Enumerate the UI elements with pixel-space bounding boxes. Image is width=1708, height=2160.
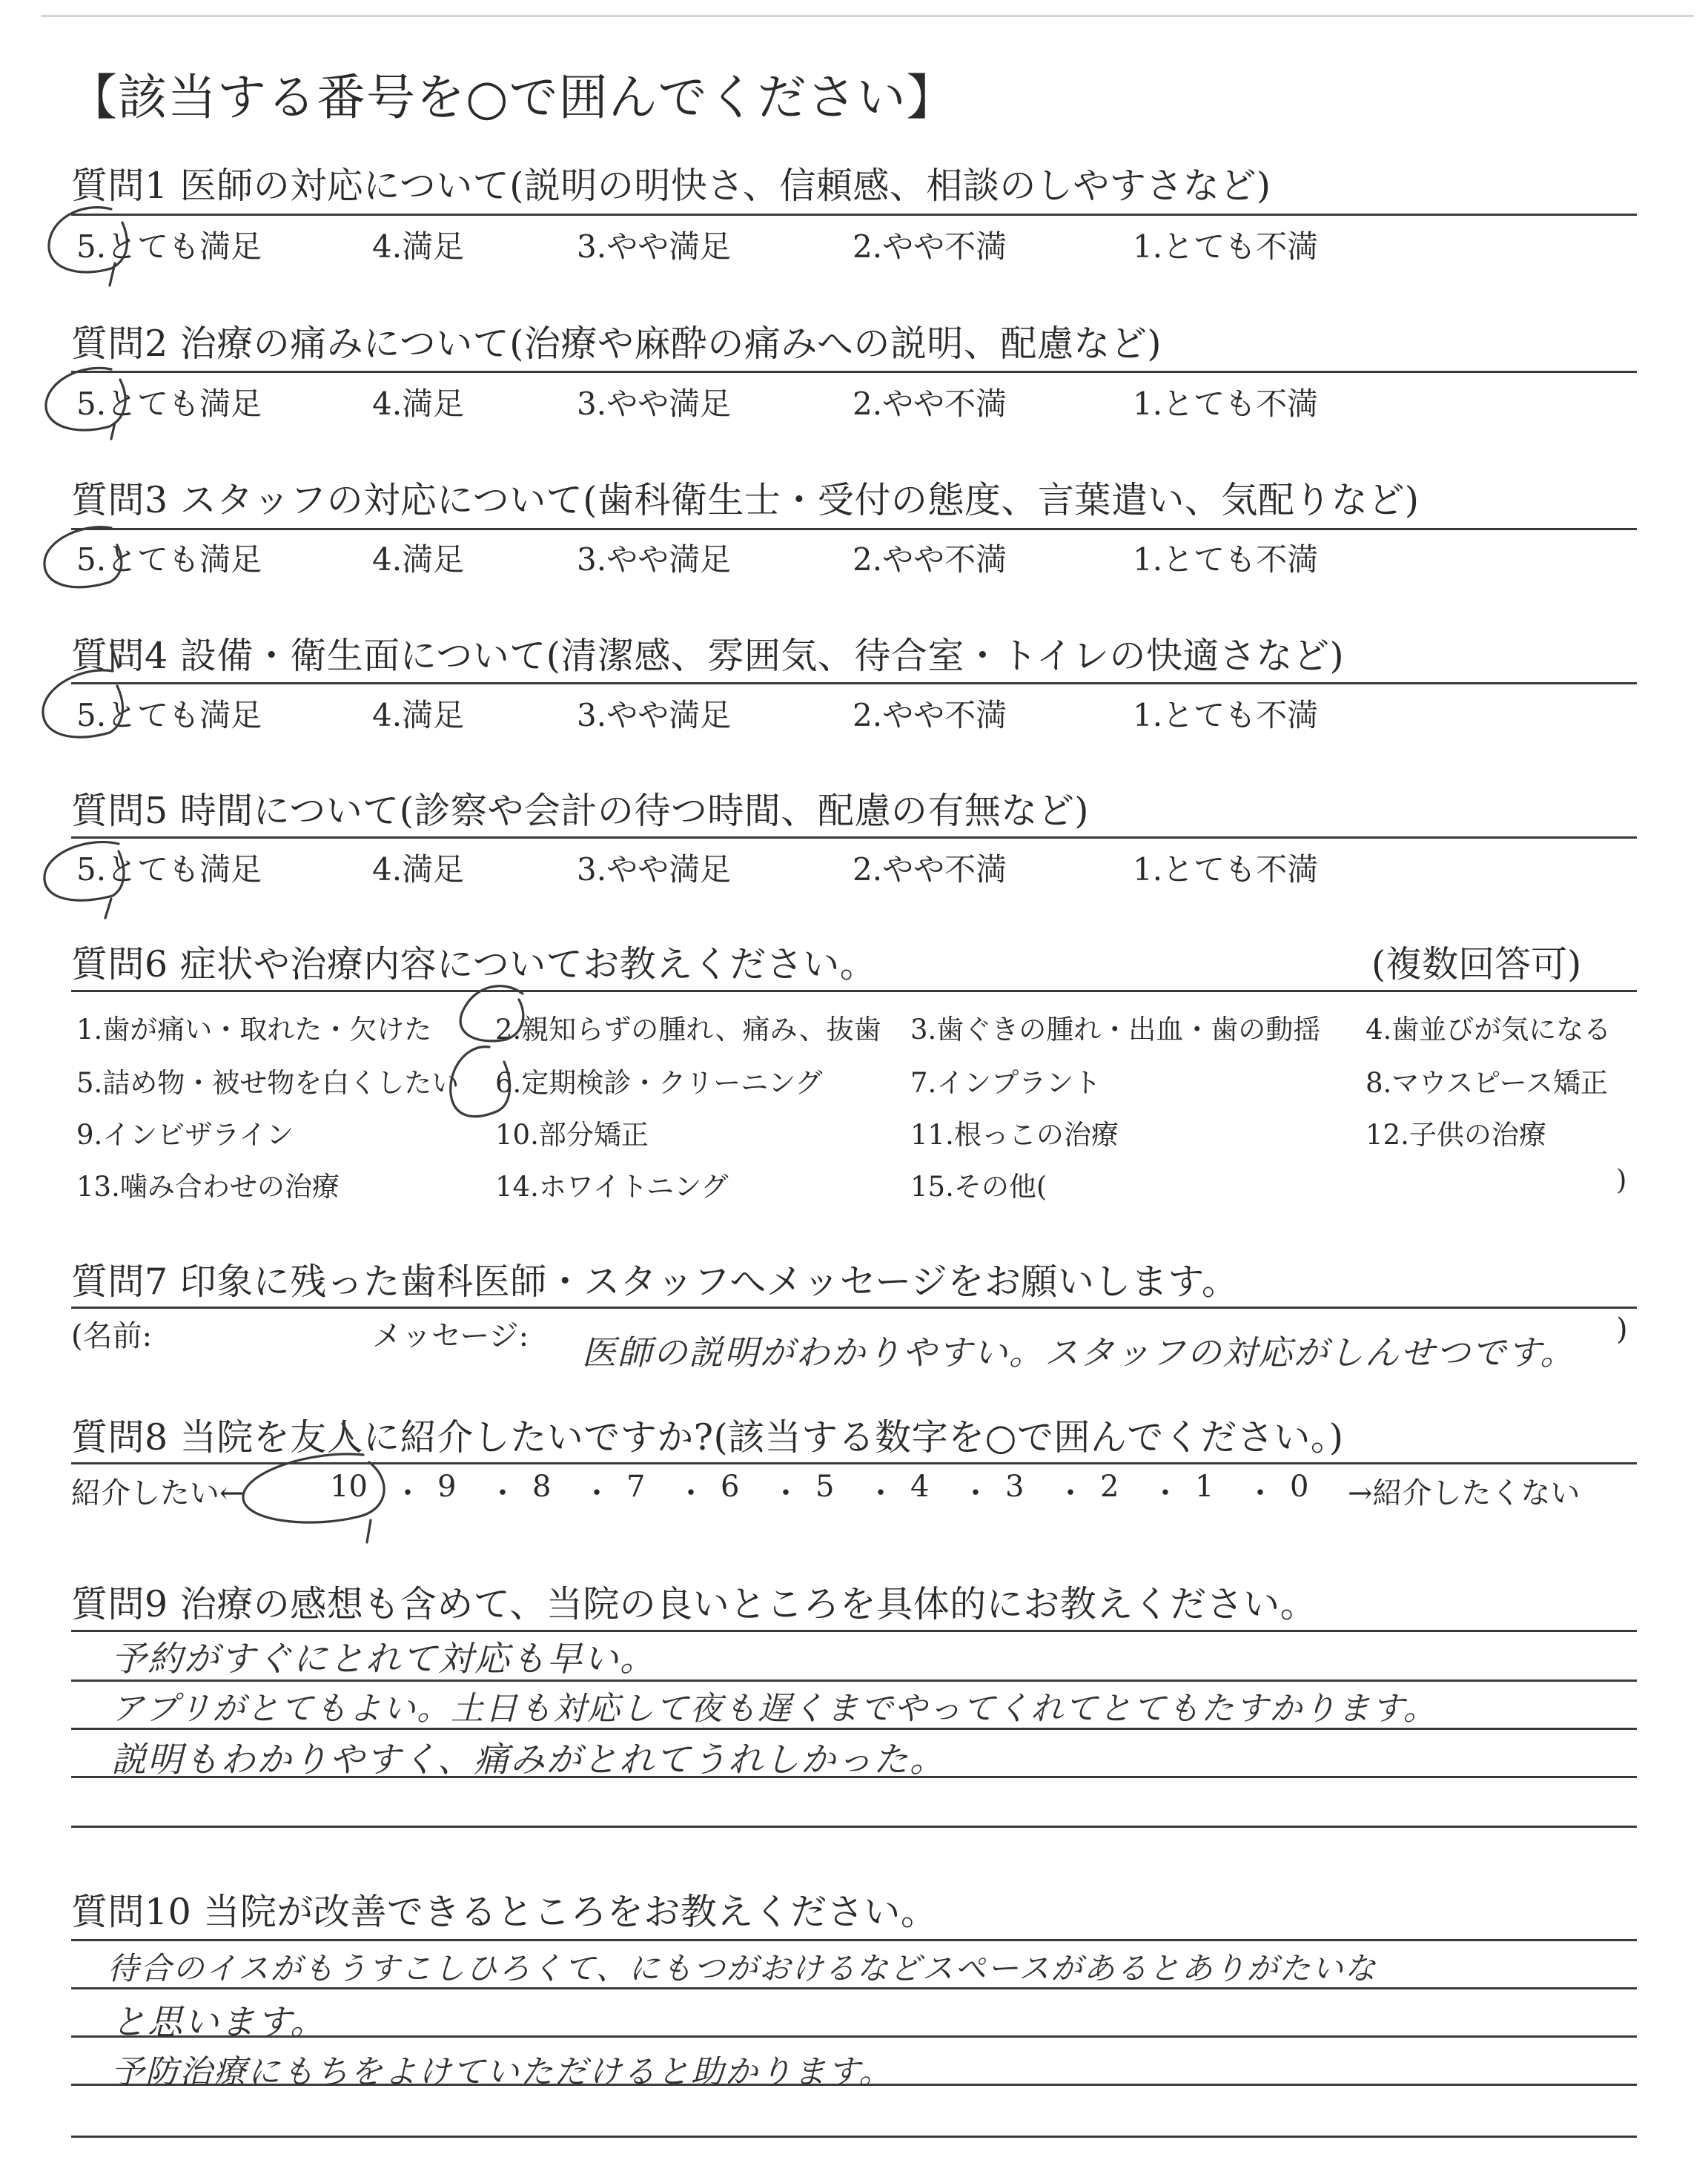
q8-dot: ・ bbox=[676, 1476, 706, 1510]
q4-option-3[interactable]: 3.やや満足 bbox=[577, 697, 732, 733]
q8-right-label: →紹介したくない bbox=[1348, 1476, 1580, 1510]
question-4-rule bbox=[71, 682, 1637, 684]
question-10-rule-5 bbox=[71, 2136, 1637, 2138]
question-2-rule bbox=[71, 371, 1637, 373]
q6-option-2[interactable]: 2.親知らずの腫れ、痛み、抜歯 bbox=[495, 1014, 881, 1046]
q6-option-1[interactable]: 1.歯が痛い・取れた・欠けた bbox=[76, 1014, 432, 1046]
q8-scale-0[interactable]: 0 bbox=[1290, 1470, 1309, 1504]
q4-option-4[interactable]: 4.満足 bbox=[372, 697, 465, 733]
q5-option-4[interactable]: 4.満足 bbox=[372, 851, 465, 888]
q8-dot: ・ bbox=[1056, 1476, 1085, 1510]
page-header: 【該当する番号を○で囲んでください】 bbox=[68, 69, 956, 126]
q6-option-14[interactable]: 14.ホワイトニング bbox=[495, 1171, 729, 1203]
q8-scale-3[interactable]: 3 bbox=[1005, 1470, 1025, 1504]
q6-option-3[interactable]: 3.歯ぐきの腫れ・出血・歯の動揺 bbox=[910, 1014, 1321, 1046]
question-7-rule bbox=[71, 1307, 1637, 1309]
q5-option-2[interactable]: 2.やや不満 bbox=[853, 851, 1007, 888]
question-5-title: 質問5 時間について(診察や会計の待つ時間、配慮の有無など) bbox=[71, 790, 1090, 832]
question-3-rule bbox=[71, 528, 1637, 530]
q8-scale-2[interactable]: 2 bbox=[1100, 1470, 1119, 1504]
q6-option-11[interactable]: 11.根っこの治療 bbox=[910, 1119, 1119, 1151]
q8-dot: ・ bbox=[488, 1476, 517, 1510]
question-6-title: 質問6 症状や治療内容についてお教えください。 bbox=[71, 943, 877, 985]
question-8-rule bbox=[71, 1462, 1637, 1464]
q2-option-4[interactable]: 4.満足 bbox=[372, 386, 465, 422]
question-7-title: 質問7 印象に残った歯科医師・スタッフへメッセージをお願いします。 bbox=[71, 1261, 1239, 1303]
q1-option-1[interactable]: 1.とても不満 bbox=[1133, 228, 1319, 265]
question-2-title: 質問2 治療の痛みについて(治療や麻酔の痛みへの説明、配慮など) bbox=[71, 323, 1162, 365]
question-6-rule bbox=[71, 990, 1637, 992]
question-1-title: 質問1 医師の対応について(説明の明快さ、信頼感、相談のしやすさなど) bbox=[71, 165, 1271, 207]
question-3-title: 質問3 スタッフの対応について(歯科衛生士・受付の態度、言葉遣い、気配りなど) bbox=[71, 479, 1420, 521]
q9-answer-line-2[interactable]: アプリがとてもよい。土日も対応して夜も遅くまでやってくれてとてもたすかります。 bbox=[111, 1690, 1437, 1728]
q6-option-8[interactable]: 8.マウスピース矯正 bbox=[1366, 1067, 1608, 1099]
q3-option-5[interactable]: 5.とても満足 bbox=[76, 541, 262, 578]
q8-scale-10[interactable]: 10 bbox=[330, 1470, 368, 1504]
q6-option-6[interactable]: 6.定期検診・クリーニング bbox=[495, 1067, 823, 1099]
q3-option-1[interactable]: 1.とても不満 bbox=[1133, 541, 1319, 578]
q8-dot: ・ bbox=[771, 1476, 801, 1510]
q7-message-label: メッセージ: bbox=[372, 1319, 529, 1353]
q6-option-10[interactable]: 10.部分矯正 bbox=[495, 1119, 649, 1151]
q6-option-9[interactable]: 9.インビザライン bbox=[76, 1119, 294, 1151]
q7-message-text[interactable]: 医師の説明がわかりやすい。スタッフの対応がしんせつです。 bbox=[582, 1332, 1576, 1373]
q6-option-15-close: ) bbox=[1616, 1164, 1627, 1196]
q1-option-5[interactable]: 5.とても満足 bbox=[76, 228, 262, 265]
q2-option-2[interactable]: 2.やや不満 bbox=[853, 386, 1007, 422]
top-border bbox=[41, 15, 1694, 17]
q6-option-15[interactable]: 15.その他( bbox=[910, 1171, 1047, 1203]
q8-dot: ・ bbox=[961, 1476, 990, 1510]
q8-scale-7[interactable]: 7 bbox=[626, 1470, 646, 1504]
q6-option-7[interactable]: 7.インプラント bbox=[910, 1067, 1102, 1099]
q6-option-13[interactable]: 13.噛み合わせの治療 bbox=[76, 1171, 340, 1203]
q2-option-5[interactable]: 5.とても満足 bbox=[76, 386, 262, 422]
q5-option-5[interactable]: 5.とても満足 bbox=[76, 851, 262, 888]
q8-scale-9[interactable]: 9 bbox=[437, 1470, 457, 1504]
q10-answer-line-2[interactable]: と思います。 bbox=[111, 2002, 327, 2043]
q8-dot: ・ bbox=[866, 1476, 896, 1510]
q2-option-3[interactable]: 3.やや満足 bbox=[577, 386, 732, 422]
q7-close-paren: ) bbox=[1616, 1312, 1628, 1347]
q4-option-1[interactable]: 1.とても不満 bbox=[1133, 697, 1319, 733]
q10-answer-line-3[interactable]: 予防治療にもちをよけていただけると助かります。 bbox=[111, 2053, 893, 2091]
q6-option-5[interactable]: 5.詰め物・被せ物を白くしたい bbox=[76, 1067, 460, 1099]
q5-option-3[interactable]: 3.やや満足 bbox=[577, 851, 732, 888]
q8-scale-6[interactable]: 6 bbox=[721, 1470, 740, 1504]
q9-answer-line-1[interactable]: 予約がすぐにとれて対応も早い。 bbox=[111, 1639, 656, 1680]
q1-option-4[interactable]: 4.満足 bbox=[372, 228, 465, 265]
q1-option-2[interactable]: 2.やや不満 bbox=[853, 228, 1007, 265]
q8-scale-8[interactable]: 8 bbox=[532, 1470, 552, 1504]
q7-name-label: (名前: bbox=[71, 1319, 153, 1353]
question-10-title: 質問10 当院が改善できるところをお教えください。 bbox=[71, 1891, 938, 1933]
q3-option-2[interactable]: 2.やや不満 bbox=[853, 541, 1007, 578]
q4-option-5[interactable]: 5.とても満足 bbox=[76, 697, 262, 733]
q4-option-2[interactable]: 2.やや不満 bbox=[853, 697, 1007, 733]
q10-answer-line-1[interactable]: 待合のイスがもうすこしひろくて、にもつがおけるなどスペースがあるとありがたいな bbox=[107, 1950, 1377, 1986]
question-8-title: 質問8 当院を友人に紹介したいですか?(該当する数字を○で囲んでください。) bbox=[71, 1416, 1344, 1459]
question-1-rule bbox=[71, 214, 1637, 216]
q6-option-4[interactable]: 4.歯並びが気になる bbox=[1366, 1014, 1612, 1046]
q1-option-3[interactable]: 3.やや満足 bbox=[577, 228, 732, 265]
q8-dot: ・ bbox=[393, 1476, 423, 1510]
q6-option-12[interactable]: 12.子供の治療 bbox=[1366, 1119, 1546, 1151]
q9-answer-line-3[interactable]: 説明もわかりやすく、痛みがとれてうれしかった。 bbox=[111, 1740, 947, 1780]
q8-scale-5[interactable]: 5 bbox=[815, 1470, 835, 1504]
q3-option-3[interactable]: 3.やや満足 bbox=[577, 541, 732, 578]
q8-left-label: 紹介したい← bbox=[71, 1476, 245, 1510]
q8-dot: ・ bbox=[1245, 1476, 1275, 1510]
question-9-title: 質問9 治療の感想も含めて、当院の良いところを具体的にお教えください。 bbox=[71, 1583, 1317, 1625]
q8-dot: ・ bbox=[582, 1476, 612, 1510]
q8-dot: ・ bbox=[1151, 1476, 1180, 1510]
q8-scale-1[interactable]: 1 bbox=[1195, 1470, 1214, 1504]
question-4-title: 質問4 設備・衛生面について(清潔感、雰囲気、待合室・トイレの快適さなど) bbox=[71, 635, 1345, 677]
q8-scale-4[interactable]: 4 bbox=[910, 1470, 930, 1504]
q5-option-1[interactable]: 1.とても不満 bbox=[1133, 851, 1319, 888]
question-5-rule bbox=[71, 836, 1637, 839]
q3-option-4[interactable]: 4.満足 bbox=[372, 541, 465, 578]
question-6-note: (複数回答可) bbox=[1371, 943, 1582, 985]
q2-option-1[interactable]: 1.とても不満 bbox=[1133, 386, 1319, 422]
question-10-rule-1 bbox=[71, 1939, 1637, 1941]
question-9-rule-5 bbox=[71, 1826, 1637, 1828]
